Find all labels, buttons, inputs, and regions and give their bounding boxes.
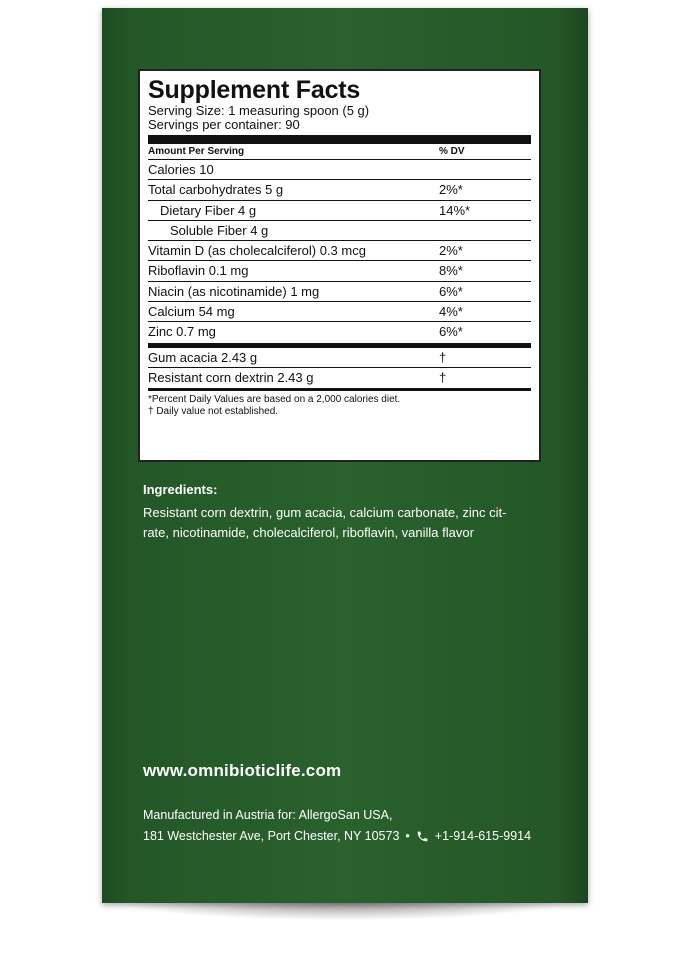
servings-per-container: Servings per container: 90 bbox=[148, 117, 300, 132]
table-row bbox=[148, 201, 531, 221]
nutrient-name: Calories 10 bbox=[148, 162, 214, 177]
nutrient-name: Zinc 0.7 mg bbox=[148, 324, 216, 340]
nutrient-name: Vitamin D (as cholecalciferol) 0.3 mcg bbox=[148, 243, 366, 259]
nutrient-dv: 14%* bbox=[439, 202, 471, 218]
nutrient-name: Niacin (as nicotinamide) 1 mg bbox=[148, 283, 320, 299]
manufacturer-info bbox=[143, 805, 531, 847]
manufacturer-contact bbox=[143, 826, 531, 847]
nutrient-dv: 2%* bbox=[439, 182, 463, 198]
nutrient-dv: 4%* bbox=[439, 304, 463, 320]
ingredients-text bbox=[143, 503, 553, 543]
phone-icon bbox=[416, 829, 429, 844]
manufacturer-line: Manufactured in Austria for: AllergoSan USA, bbox=[143, 808, 393, 822]
nutrient-name: Dietary Fiber 4 g bbox=[160, 202, 257, 218]
table-row bbox=[148, 221, 531, 241]
table-row bbox=[148, 241, 531, 261]
supplement-facts-panel bbox=[138, 69, 541, 462]
ingredients-line: rate, nicotinamide, cholecalciferol, riboflavin, vanilla flavor bbox=[143, 525, 474, 540]
nutrient-dv: † bbox=[439, 349, 447, 365]
nutrient-name: Calcium 54 mg bbox=[148, 304, 235, 320]
ingredients-title: Ingredients: bbox=[143, 482, 218, 497]
manufacturer-address: 181 Westchester Ave, Port Chester, NY 10573 bbox=[143, 829, 400, 843]
table-header bbox=[148, 144, 531, 160]
table-row bbox=[148, 180, 531, 200]
nutrient-dv: 8%* bbox=[439, 263, 463, 279]
nutrient-name: Total carbohydrates 5 g bbox=[148, 182, 284, 198]
thick-divider bbox=[148, 135, 531, 144]
footnote-dagger: † Daily value not established. bbox=[148, 406, 279, 418]
nutrient-dv bbox=[439, 160, 531, 179]
table-row bbox=[148, 348, 531, 368]
ingredients-section bbox=[143, 481, 553, 543]
nutrient-name: Resistant corn dextrin 2.43 g bbox=[148, 369, 314, 385]
nutrient-name: Soluble Fiber 4 g bbox=[170, 222, 269, 238]
table-row bbox=[148, 160, 531, 180]
serving-size: Serving Size: 1 measuring spoon (5 g) bbox=[148, 103, 370, 118]
nutrient-name: Riboflavin 0.1 mg bbox=[148, 263, 249, 279]
nutrient-dv: 6%* bbox=[439, 324, 463, 340]
bullet-separator: • bbox=[405, 829, 410, 843]
nutrient-dv bbox=[439, 221, 531, 240]
phone-number[interactable]: +1-914-615-9914 bbox=[434, 829, 532, 843]
table-row bbox=[148, 282, 531, 302]
table-row bbox=[148, 261, 531, 281]
nutrient-dv: † bbox=[439, 369, 447, 385]
table-row bbox=[148, 322, 531, 342]
table-row bbox=[148, 302, 531, 322]
header-amount: Amount Per Serving bbox=[148, 146, 245, 157]
panel-title: Supplement Facts bbox=[148, 76, 361, 104]
nutrient-name: Gum acacia 2.43 g bbox=[148, 349, 258, 365]
ingredients-line: Resistant corn dextrin, gum acacia, calcium carbonate, zinc cit- bbox=[143, 505, 507, 520]
website-link[interactable]: www.omnibioticlife.com bbox=[143, 761, 342, 780]
table-row bbox=[148, 368, 531, 388]
nutrient-dv: 2%* bbox=[439, 243, 463, 259]
footnote-dv: *Percent Daily Values are based on a 2,000 calories diet. bbox=[148, 394, 401, 406]
nutrient-dv: 6%* bbox=[439, 283, 463, 299]
header-dv: % DV bbox=[439, 146, 465, 157]
footnotes bbox=[148, 391, 531, 418]
